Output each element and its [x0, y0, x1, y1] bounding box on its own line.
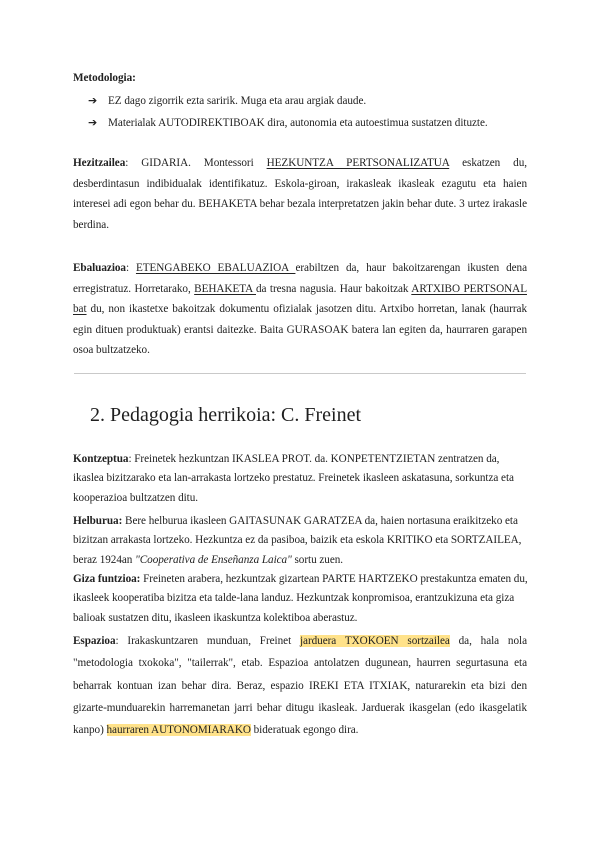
highlighted-term: haurraren AUTONOMIARAKO: [106, 724, 251, 737]
text-span: Bere helburua ikasleen GAITASUNAK GARATZEA da, haien nortasuna eraikitzeko eta bizitzan arrakasta lortzeko. Hezkuntza ez da pasiboa, baizik eta eskola KRITIKO eta SORTZAILEA, beraz 1924an: [73, 515, 522, 566]
bullet-text: EZ dago zigorrik ezta saririk. Muga eta arau argiak daude.: [108, 95, 367, 107]
text-span: da, hala nola "metodologia txokoka", "tailerrak", etab. Espazioa antolatzen dugunean, haurren segurtasuna eta beharrak kontuan izan behar dira. Beraz, espazio IREKI ETA ITXIAK, naturarekin eta bizi den gizarte-munduarekin harremanetan jarri behar ditugu ikasleak. Jarduerak ikasgelan (edo ikasgelatik kanpo): [73, 635, 527, 737]
text-span: bideratuak egongo dira.: [250, 724, 359, 737]
underlined-term: HEZKUNTZA PERTSONALIZATUA: [266, 157, 450, 169]
metodologia-title: Metodologia:: [73, 72, 136, 84]
helburua-paragraph: [73, 512, 531, 570]
helburua-label: Helburua:: [73, 515, 123, 527]
text-span: sortu zuen.: [291, 553, 344, 566]
underlined-term: ARTXIBO PERTSONAL bat: [73, 282, 527, 316]
text-span: : Irakaskuntzaren munduan, Freinet: [115, 635, 300, 647]
list-item: [88, 113, 548, 135]
ebaluazioa-paragraph: [73, 258, 527, 361]
espazioa-paragraph: [73, 630, 527, 741]
text-span: eskatzen du, desberdintasun indibidualak identifikatuz. Eskola-giroan, irakasleak ikasleak ezagutu eta haien interesei adi egon behar du. BEHAKETA behar bezala interpretatzen jakin behar dute. 3 urtez irakasle berdina.: [73, 157, 527, 231]
list-item: [88, 91, 548, 113]
metodologia-list: [88, 91, 548, 134]
underlined-term: ETENGABEKO EBALUAZIOA: [135, 262, 296, 274]
kontzeptua-paragraph: [73, 450, 531, 508]
text-span: da tresna nagusia. Haur bakoitzak: [255, 282, 412, 295]
arrow-bullet-icon: ➔: [88, 115, 98, 129]
giza-funtzioa-paragraph: [73, 570, 531, 628]
hezitzailea-paragraph: [73, 153, 527, 235]
giza-funtzioa-label: Giza funtzioa:: [73, 573, 141, 585]
text-span: du, non ikastetxe bakoitzak dokumentu ofizialak jasotzen ditu. Artxibo horretan, lanak (haurrak egin dituen produktuak) erantsi daitezke. Baita GURASOAK batera lan egiten da, haurraren garapen osoa bultzatzeko.: [73, 303, 527, 357]
arrow-bullet-icon: ➔: [88, 94, 98, 107]
text-span: :: [125, 262, 136, 274]
section-heading: 2. Pedagogia herrikoia: C. Freinet: [90, 404, 362, 426]
italic-quote: "Cooperativa de Enseñanza Laica": [135, 553, 292, 566]
espazioa-label: Espazioa: [73, 635, 116, 647]
underlined-term: BEHAKETA: [194, 282, 256, 295]
kontzeptua-label: Kontzeptua: [73, 453, 129, 465]
text-span: : GIDARIA. Montessori: [125, 157, 267, 169]
highlighted-term: jarduera TXOKOEN sortzailea: [299, 635, 450, 647]
text-span: : Freinetek hezkuntzan IKASLEA PROT. da. KONPETENTZIETAN zentratzen da, ikaslea bizitzarako eta lan-arrakasta lortzeko prestatuz. Freinetek ikasleen askatasuna, sorkuntza eta kooperazioa bultzatzen ditu.: [73, 453, 514, 504]
text-span: erabiltzen da, haur bakoitzarengan ikusten dena erregistratuz. Horretarako,: [73, 262, 527, 295]
hezitzailea-label: Hezitzailea: [73, 157, 126, 169]
bullet-text: Materialak AUTODIREKTIBOAK dira, autonomia eta autoestimua sustatzen dituzte.: [108, 116, 488, 129]
text-span: Freineten arabera, hezkuntzak gizartean PARTE HARTZEKO prestakuntza ematen du, ikasleek kooperatiba bizitza eta talde-lana landuz. Hezkuntzak konpromisoa, erantzukizuna eta giza balioak sustatzen ditu, ikasleen ikaskuntza kolektiboa aberastuz.: [73, 573, 528, 624]
ebaluazioa-label: Ebaluazioa: [73, 262, 126, 274]
horizontal-divider: [74, 373, 526, 374]
